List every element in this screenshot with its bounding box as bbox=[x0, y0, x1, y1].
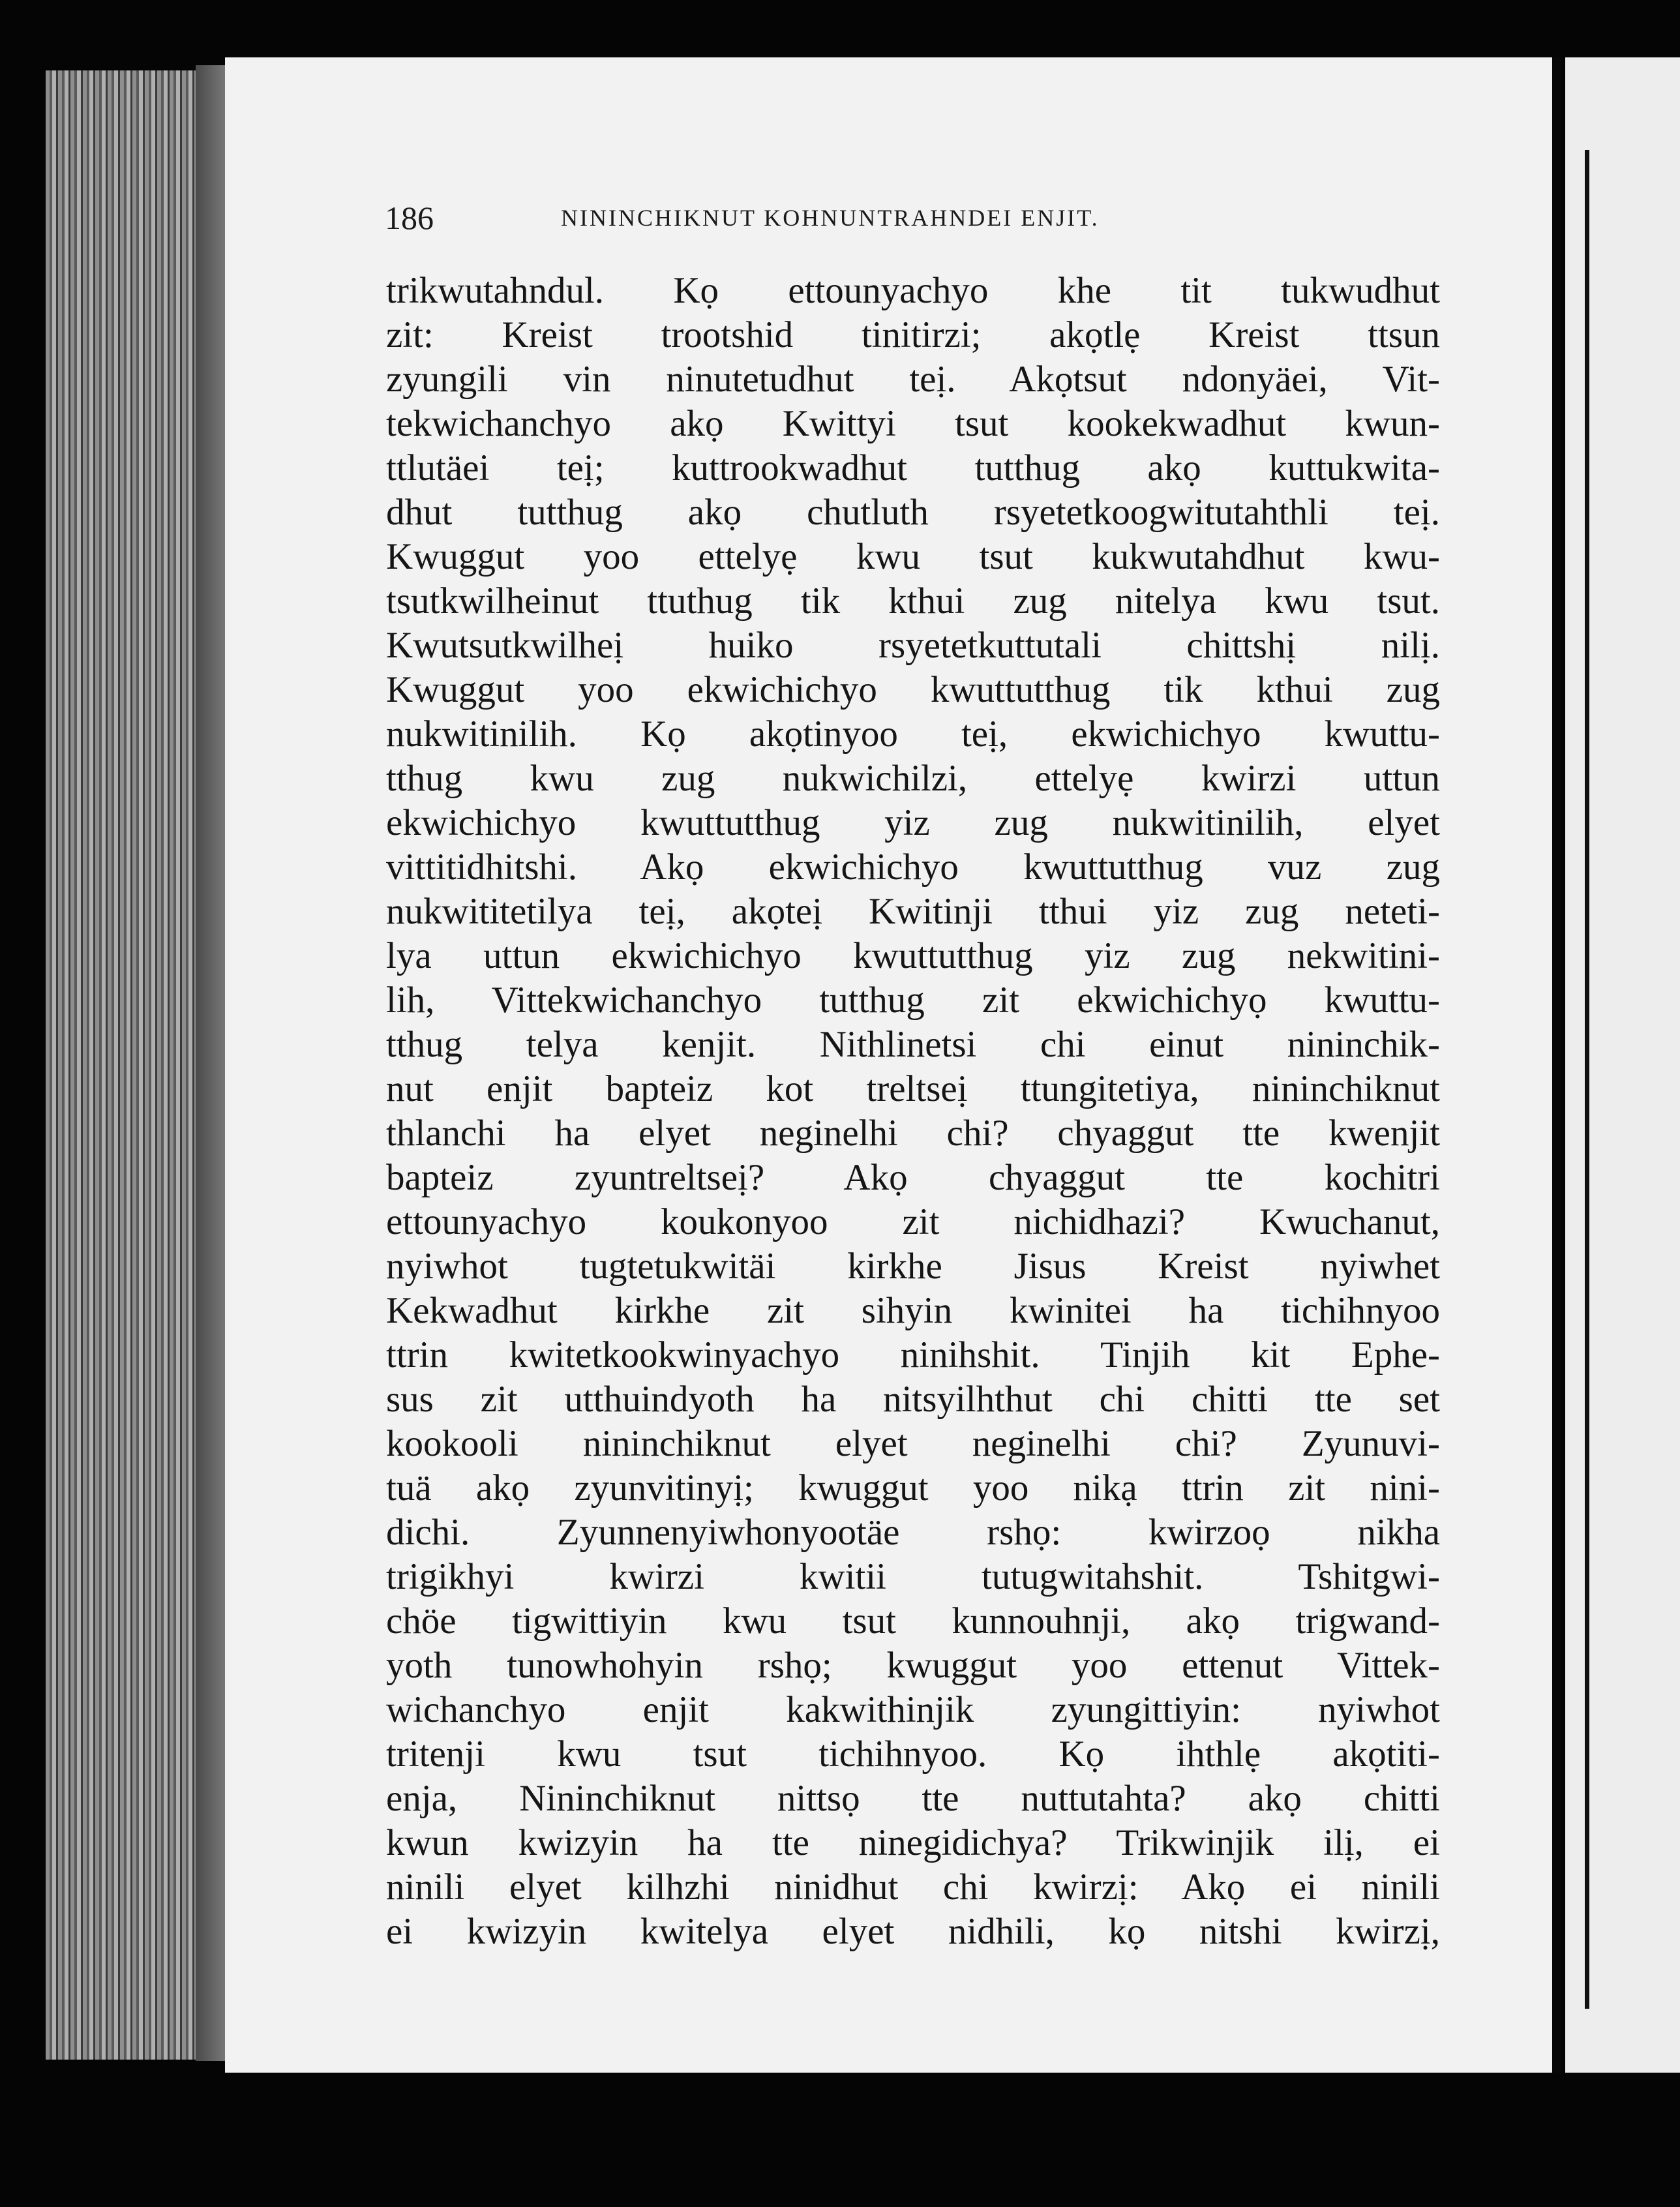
text-line: wichanchyo enjit kakwithinjik zyungittiyin: nyiwhot bbox=[386, 1689, 1440, 1730]
text-line: lya uttun ekwichichyo kwuttutthug yiz zug nekwitini- bbox=[386, 935, 1440, 976]
text-line: tsutkwilheinut ttuthug tik kthui zug nitelya kwu tsut. bbox=[386, 580, 1440, 622]
text-line: zyungili vin ninutetudhut teị. Akọtsut ndonyäei, Vit- bbox=[386, 359, 1440, 400]
text-line: yoth tunowhohyin rshọ; kwuggut yoo ettenut Vittek- bbox=[386, 1645, 1440, 1686]
text-line: nukwititetilya teị, akọteị Kwitinji tthui yiz zug neteti- bbox=[386, 891, 1440, 932]
text-line: sus zit utthuindyoth ha nitsyilhthut chi chitti tte set bbox=[386, 1379, 1440, 1420]
text-line: zit: Kreist trootshid tinitirzi; akọtlẹ Kreist ttsun bbox=[386, 314, 1440, 355]
text-line: vittitidhitshi. Akọ ekwichichyo kwuttutthug vuz zug bbox=[386, 847, 1440, 888]
text-line: trikwutahndul. Kọ ettounyachyo khe tit tukwudhut bbox=[386, 270, 1440, 311]
text-line: lih, Vittekwichanchyo tutthug zit ekwichichyọ kwuttu- bbox=[386, 980, 1440, 1021]
text-line: kwun kwizyin ha tte ninegidichya? Trikwinjik ilị, ei bbox=[386, 1822, 1440, 1863]
text-line: bapteiz zyuntreltseị? Akọ chyaggut tte kochitri bbox=[386, 1157, 1440, 1198]
text-line: tthug telya kenjit. Nithlinetsi chi einut nininchik- bbox=[386, 1024, 1440, 1065]
text-line: tuä akọ zyunvitinyị; kwuggut yoo nikạ ttrin zit nini- bbox=[386, 1467, 1440, 1509]
text-line: Kekwadhut kirkhe zit sihyin kwinitei ha tichihnyoo bbox=[386, 1290, 1440, 1331]
text-line: nut enjit bapteiz kot treltseị ttungitetiya, nininchiknut bbox=[386, 1068, 1440, 1109]
text-line: Kwuggut yoo ekwichichyo kwuttutthug tik kthui zug bbox=[386, 669, 1440, 710]
text-line: dichi. Zyunnenyiwhonyootäe rshọ: kwirzoọ nikha bbox=[386, 1512, 1440, 1553]
page-number: 186 bbox=[385, 200, 434, 236]
text-line: tritenji kwu tsut tichihnyoo. Kọ ihthlẹ akọtiti- bbox=[386, 1734, 1440, 1775]
facing-page-edge bbox=[1565, 57, 1680, 2073]
text-line: tthug kwu zug nukwichilzi, ettelyẹ kwirzi uttun bbox=[386, 758, 1440, 799]
text-line: ei kwizyin kwitelya elyet nidhili, kọ nitshi kwirzị, bbox=[386, 1911, 1440, 1952]
text-line: dhut tutthug akọ chutluth rsyetetkoogwitutahthli teị. bbox=[386, 492, 1440, 533]
text-line: ettounyachyo koukonyoo zit nichidhazi? Kwuchanut, bbox=[386, 1201, 1440, 1242]
text-line: ninili elyet kilhzhi ninidhut chi kwirzị: Akọ ei ninili bbox=[386, 1867, 1440, 1908]
text-line: ekwichichyo kwuttutthug yiz zug nukwitinilih, elyet bbox=[386, 802, 1440, 843]
page-header bbox=[385, 199, 1311, 238]
text-line: nukwitinilih. Kọ akọtinyoo teị, ekwichichyo kwuttu- bbox=[386, 713, 1440, 755]
running-title: NININCHIKNUT KOHNUNTRAHNDEI ENJIT. bbox=[561, 205, 1100, 231]
text-line: kookooli nininchiknut elyet neginelhi chi? Zyunuvi- bbox=[386, 1423, 1440, 1464]
text-line: ttlutäei teị; kuttrookwadhut tutthug akọ kuttukwita- bbox=[386, 447, 1440, 488]
text-line: chöe tigwittiyin kwu tsut kunnouhnji, akọ trigwand- bbox=[386, 1600, 1440, 1642]
text-line: trigikhyi kwirzi kwitii tutugwitahshit. Tshitgwi- bbox=[386, 1556, 1440, 1597]
text-line: ttrin kwitetkookwinyachyo ninihshit. Tinjih kit Ephe- bbox=[386, 1334, 1440, 1375]
text-line: enja, Nininchiknut nittsọ tte nuttutahta? akọ chitti bbox=[386, 1778, 1440, 1819]
text-line: thlanchi ha elyet neginelhi chi? chyaggut tte kwenjit bbox=[386, 1113, 1440, 1154]
facing-page-rule bbox=[1585, 150, 1589, 2009]
text-line: tekwichanchyo akọ Kwittyi tsut kookekwadhut kwun- bbox=[386, 403, 1440, 444]
text-line: Kwuggut yoo ettelyẹ kwu tsut kukwutahdhut kwu- bbox=[386, 536, 1440, 577]
page-gutter bbox=[1552, 57, 1561, 2073]
body-text bbox=[386, 269, 1440, 1954]
text-line: Kwutsutkwilheị huiko rsyetetkuttutali chittshị nilị. bbox=[386, 625, 1440, 666]
text-line: nyiwhot tugtetukwitäi kirkhe Jisus Kreist nyiwhet bbox=[386, 1246, 1440, 1287]
